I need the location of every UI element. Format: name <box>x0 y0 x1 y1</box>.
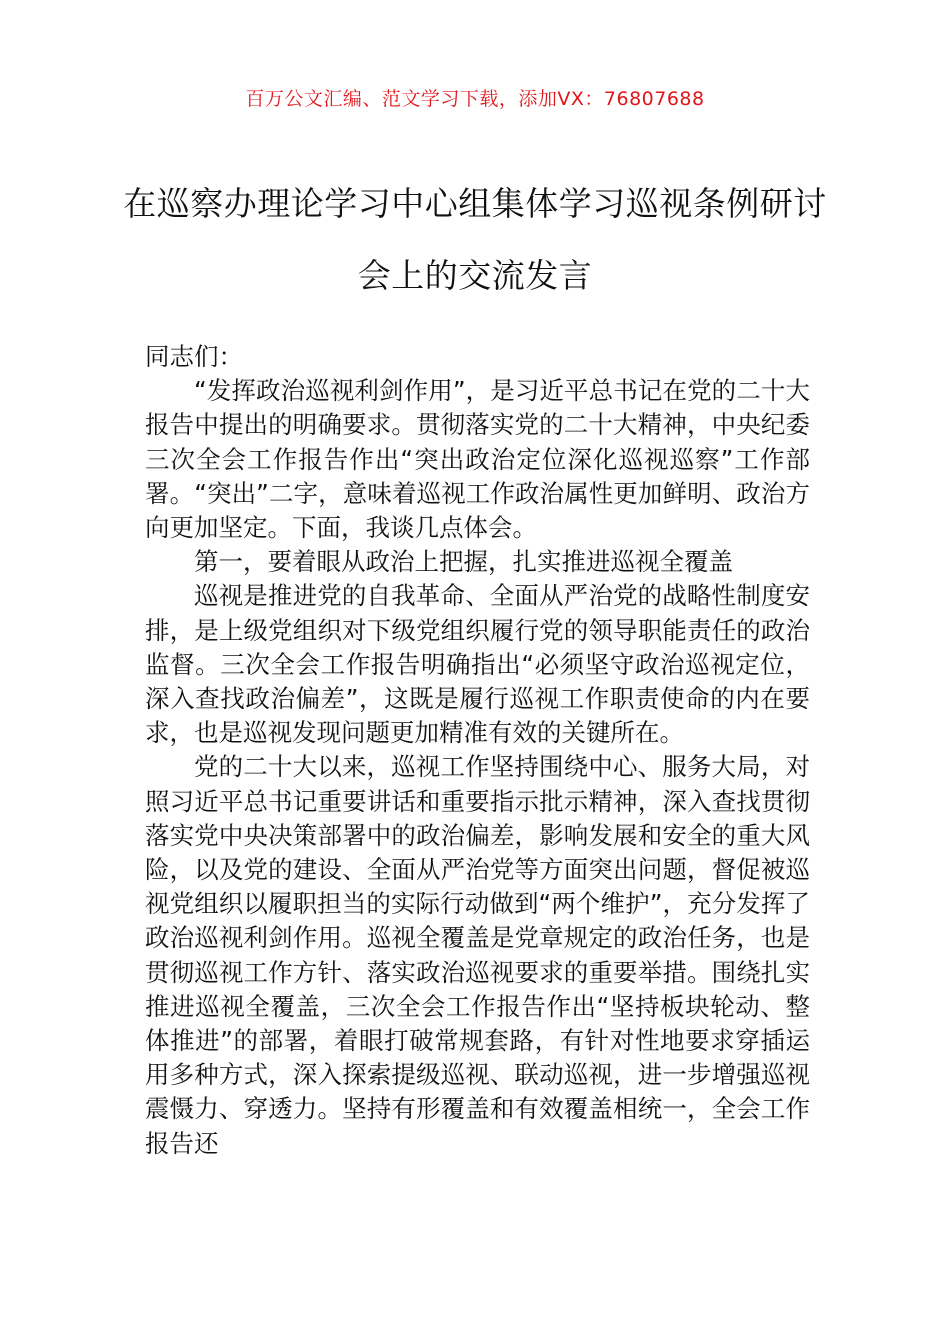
document-title: 在巡察办理论学习中心组集体学习巡视条例研讨会上的交流发言 <box>123 184 827 295</box>
salutation: 同志们： <box>145 342 243 371</box>
section-heading: 第一，要着眼从政治上把握，扎实推进巡视全覆盖 <box>194 547 733 577</box>
watermark-banner: 百万公文汇编、范文学习下载，添加VX：76807688 <box>245 88 705 110</box>
paragraph: “发挥政治巡视利剑作用”，是习近平总书记在党的二十大报告中提出的明确要求。贯彻落实党的二十大精神，中央纪委三次全会工作报告作出“突出政治定位深化巡视巡察”工作部署。“突出”二字，意味着巡视工作政治属性更加鲜明、政治方向更加坚定。下面，我谈几点体会。 <box>145 376 810 543</box>
paragraph: 党的二十大以来，巡视工作坚持围绕中心、服务大局，对照习近平总书记重要讲话和重要指示批示精神，深入查找贯彻落实党中央决策部署中的政治偏差，影响发展和安全的重大风险，以及党的建设、全面从严治党等方面突出问题，督促被巡视党组织以履职担当的实际行动做到“两个维护”，充分发挥了政治巡视利剑作用。巡视全覆盖是党章规定的政治任务，也是贯彻巡视工作方针、落实政治巡视要求的重要举措。围绕扎实推进巡视全覆盖，三次全会工作报告作出“坚持板块轮动、整体推进”的部署，着眼打破常规套路，有针对性地要求穿插运用多种方式，深入探索提级巡视、联动巡视，进一步增强巡视震慑力、穿透力。坚持有形覆盖和有效覆盖相统一，全会工作报告还 <box>145 752 810 1158</box>
document-body <box>145 340 810 1161</box>
paragraph: 巡视是推进党的自我革命、全面从严治党的战略性制度安排，是上级党组织对下级党组织履行党的领导职能责任的政治监督。三次全会工作报告明确指出“必须坚守政治巡视定位，深入查找政治偏差”，这既是履行巡视工作职责使命的内在要求，也是巡视发现问题更加精准有效的关键所在。 <box>145 581 810 748</box>
